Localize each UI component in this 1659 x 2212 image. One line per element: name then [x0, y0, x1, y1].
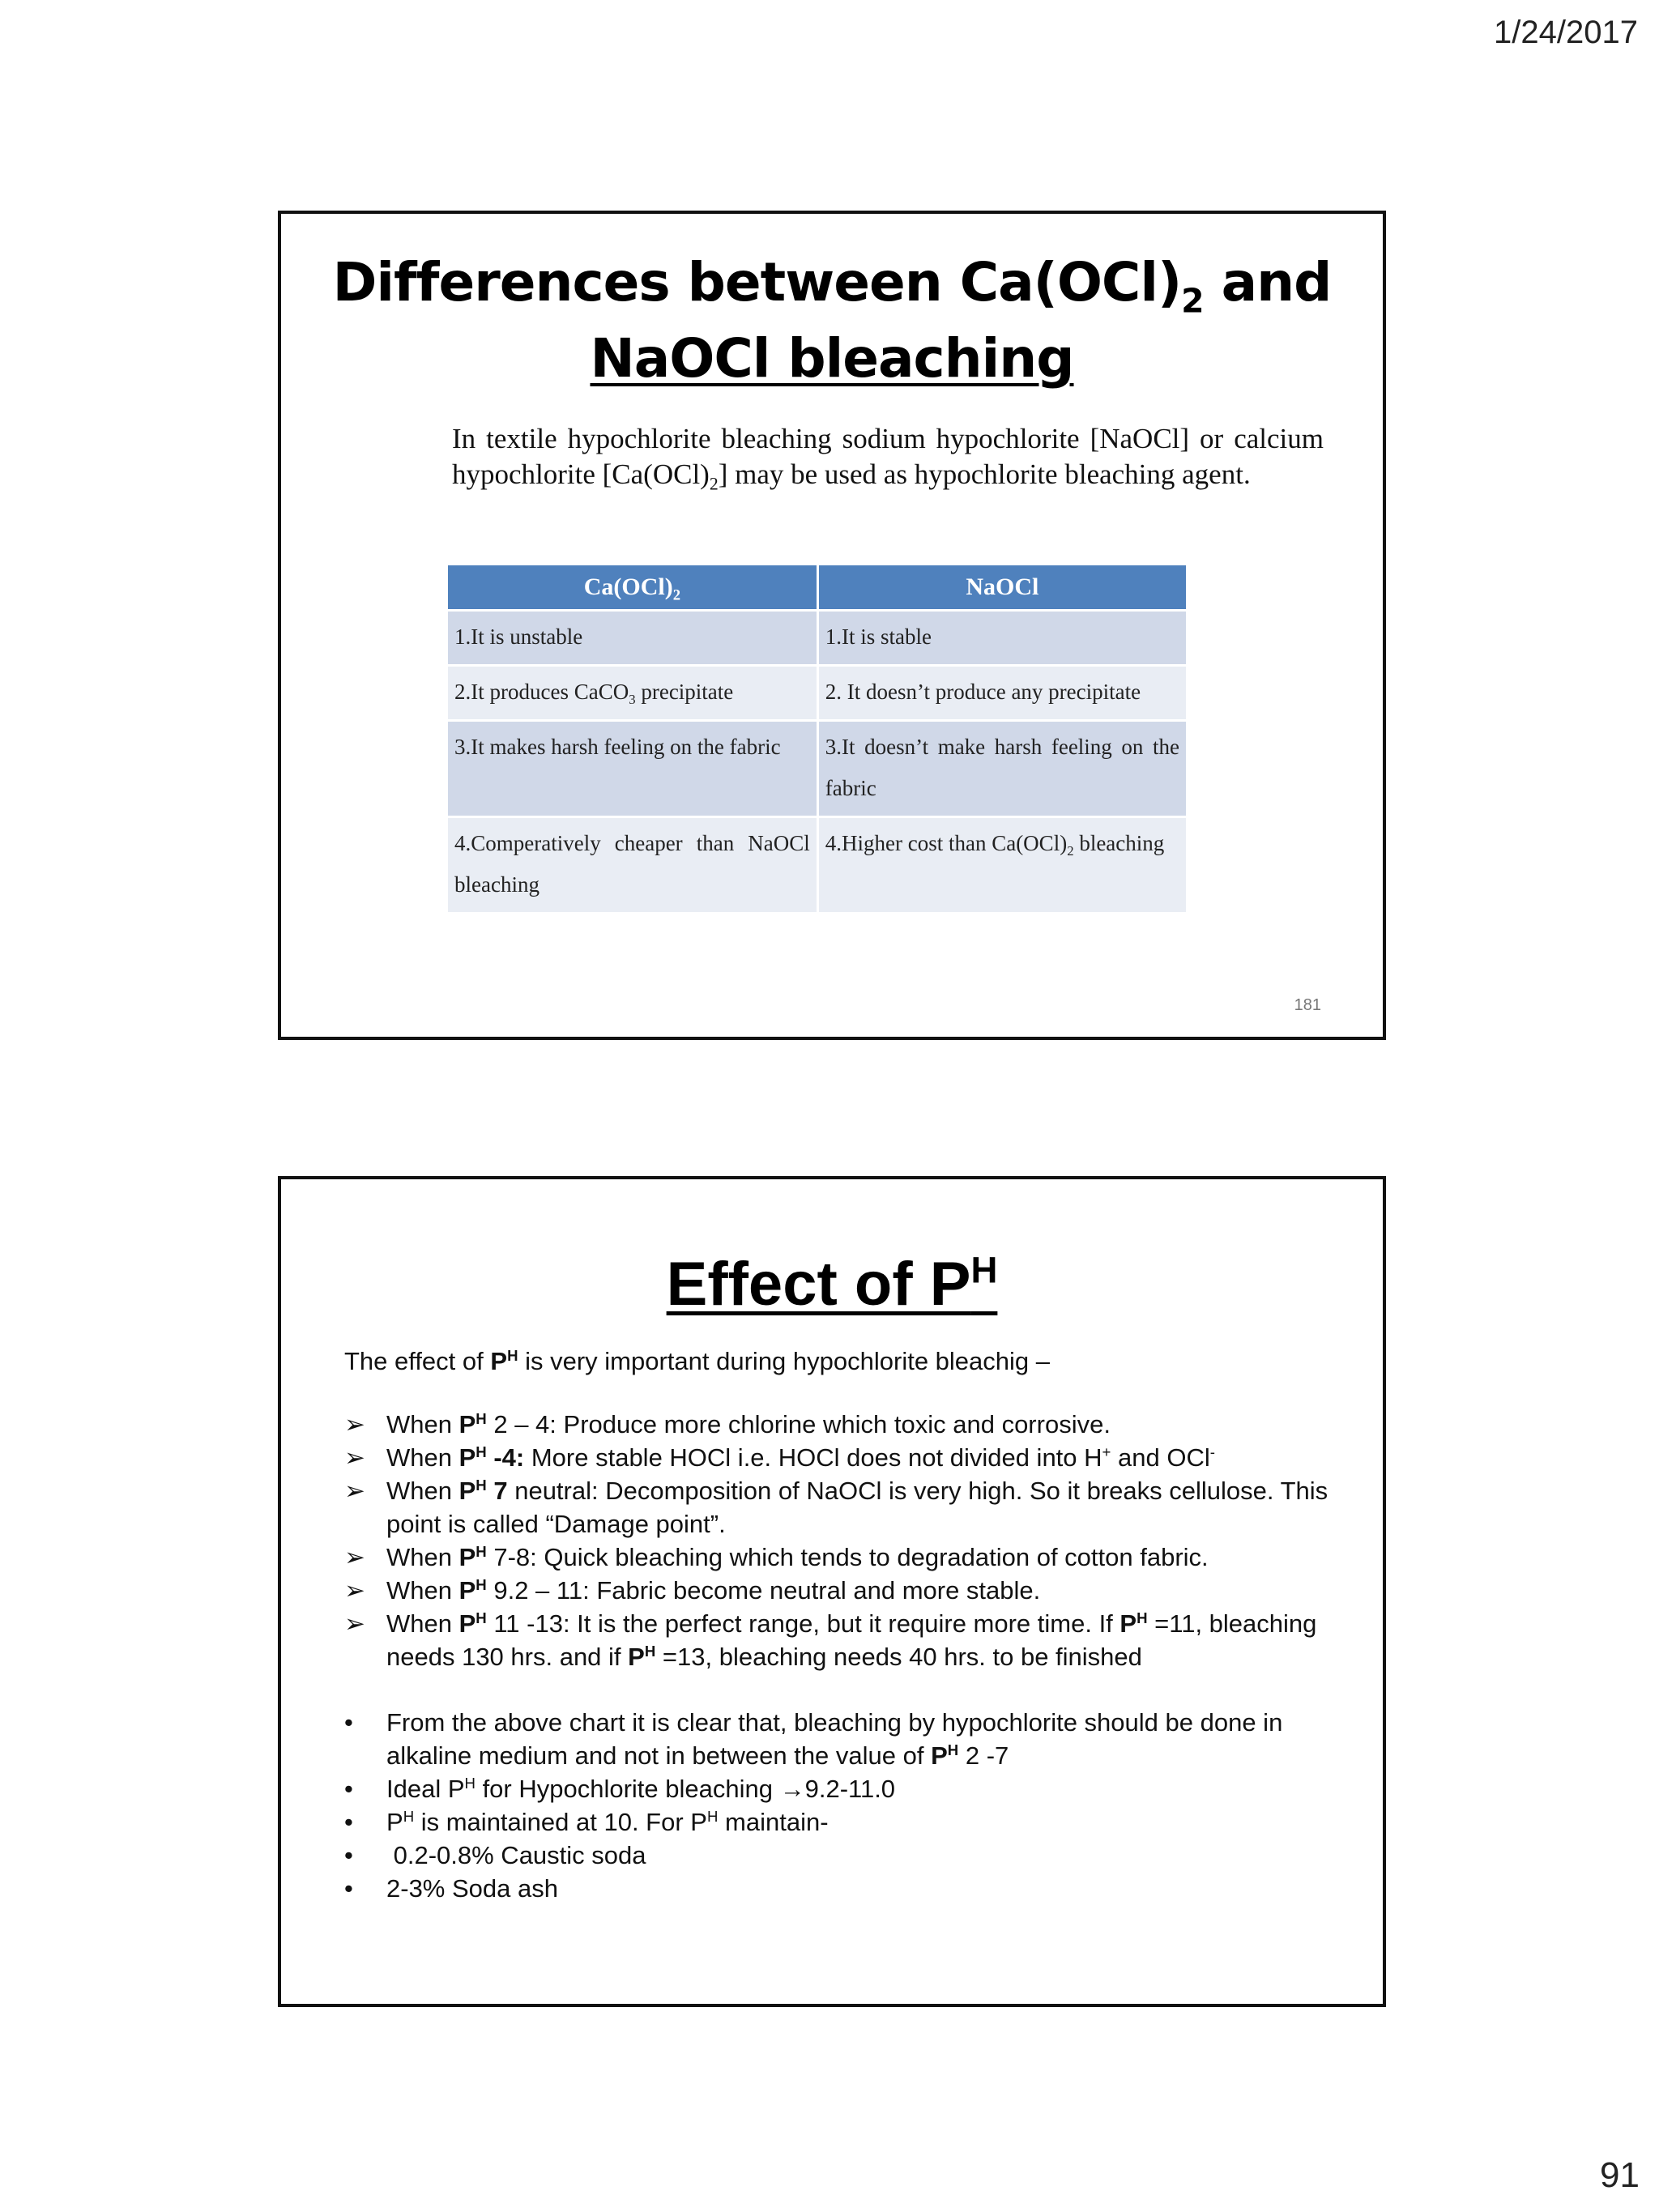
table-cell: 4.Comperatively cheaper than NaOCl bleaching	[448, 817, 817, 913]
bullet-dot-icon: •	[344, 1874, 353, 1903]
table-cell	[448, 666, 817, 721]
table-cell: 1.It is unstable	[448, 611, 817, 666]
arrow-bullet-icon: ➢	[344, 1609, 365, 1638]
ph-h: H	[476, 1476, 487, 1494]
item-text: 11 -13: It is the perfect range, but it require more time. If	[486, 1609, 1120, 1638]
intro-text: In textile hypochlorite bleaching sodium hypochlorite [NaOCl] or calcium hypochlorite [Ca(OCl)	[452, 423, 1324, 490]
item-text-end: 2 -7	[958, 1741, 1009, 1770]
ph-h: H	[476, 1609, 487, 1626]
list-item	[344, 1441, 1341, 1474]
ph-p: P	[628, 1643, 645, 1671]
slide-number: 181	[1294, 996, 1321, 1014]
item-text: is maintained at 10. For P	[414, 1808, 707, 1836]
item-text: When	[386, 1443, 459, 1472]
table-cell: 3.It makes harsh feeling on the fabric	[448, 721, 817, 817]
slide-title	[281, 245, 1383, 397]
item-text: When	[386, 1576, 459, 1605]
list-item	[344, 1474, 1341, 1541]
ph-h: H	[1137, 1609, 1148, 1626]
arrow-bullet-icon: ➢	[344, 1477, 365, 1505]
item-text: When	[386, 1477, 459, 1505]
item-text: =11, bleaching needs 130 hrs. and if	[386, 1609, 1317, 1671]
ph-h: H	[476, 1443, 487, 1460]
title-subscript: 2	[1181, 281, 1204, 321]
list-item	[344, 1574, 1341, 1607]
item-text: P	[386, 1808, 403, 1836]
header-subscript: 2	[672, 586, 681, 604]
item-text-end: for Hypochlorite bleaching →9.2-11.0	[475, 1775, 896, 1803]
ph-p: P	[458, 1576, 476, 1605]
list-item	[344, 1408, 1341, 1441]
superscript: +	[1102, 1443, 1111, 1460]
ph-p: P	[1120, 1609, 1137, 1638]
ph-p: P	[458, 1443, 476, 1472]
item-text: Ideal P	[386, 1775, 465, 1803]
item-text: More stable HOCl i.e. HOCl does not divided into H	[524, 1443, 1102, 1472]
ph-h: H	[476, 1542, 487, 1560]
ph-term	[459, 1443, 525, 1472]
ph-p: P	[931, 1741, 948, 1770]
conclusion-list	[344, 1706, 1341, 1905]
ph-p: P	[490, 1347, 508, 1375]
intro-text-end: ] may be used as hypochlorite bleaching agent.	[718, 458, 1251, 490]
slide-title	[281, 1244, 1383, 1325]
ph-p: P	[458, 1477, 476, 1505]
item-text-end: neutral: Decomposition of NaOCl is very high. So it breaks cellulose. This point is called “Damage point”.	[386, 1477, 1328, 1538]
ph-term	[1120, 1609, 1147, 1638]
list-item	[344, 1541, 1341, 1574]
page-date: 1/24/2017	[1494, 15, 1638, 50]
bullet-dot-icon: •	[344, 1808, 353, 1836]
intro-paragraph	[452, 421, 1324, 492]
intro-text-end: is very important during hypochlorite bleachig –	[518, 1347, 1051, 1375]
list-item	[344, 1872, 1341, 1905]
slide-181	[278, 211, 1386, 1040]
ph-term	[459, 1576, 487, 1605]
ph-term	[459, 1543, 487, 1571]
list-item	[344, 1772, 1341, 1805]
ph-h: H	[476, 1575, 487, 1593]
item-text-end: 7-8: Quick bleaching which tends to degradation of cotton fabric.	[486, 1543, 1209, 1571]
item-text-end: maintain-	[718, 1808, 829, 1836]
table-cell: 1.It is stable	[817, 611, 1187, 666]
table-row	[448, 721, 1188, 817]
title-text-end: and	[1203, 251, 1332, 313]
item-text-end: 9.2 – 11: Fabric become neutral and more stable.	[486, 1576, 1041, 1605]
header-text: Ca(OCl)	[583, 573, 673, 600]
table-cell: 3.It doesn’t make harsh feeling on the fabric	[817, 721, 1187, 817]
list-item	[344, 1839, 1341, 1872]
column-header-naocl: NaOCl	[817, 565, 1187, 611]
cell-text-end: precipitate	[635, 680, 734, 704]
ph-p: P	[458, 1543, 476, 1571]
ph-h: H	[947, 1741, 959, 1758]
title-text: Differences between Ca(OCl)	[332, 251, 1182, 313]
ph-p: P	[458, 1609, 476, 1638]
ph-term	[459, 1477, 508, 1505]
table-cell	[817, 817, 1187, 913]
item-text: When	[386, 1609, 459, 1638]
item-text: From the above chart it is clear that, bleaching by hypochlorite should be done in alkaline medium and not in between the value of	[386, 1708, 1283, 1770]
title-text: Effect of P	[666, 1250, 971, 1319]
arrow-bullet-icon: ➢	[344, 1443, 365, 1472]
page-number: 91	[1600, 2155, 1640, 2195]
item-text: 2-3% Soda ash	[386, 1874, 558, 1903]
comparison-table	[448, 565, 1188, 912]
list-item	[344, 1607, 1341, 1673]
bullet-dot-icon: •	[344, 1775, 353, 1803]
intro-line	[344, 1345, 1050, 1378]
ph-range-list	[344, 1408, 1341, 1673]
ph-term	[459, 1609, 487, 1638]
column-header-caocl2	[448, 565, 817, 611]
cell-subscript: 3	[629, 691, 636, 707]
title-line-2: NaOCl bleaching	[590, 327, 1074, 390]
ph-term	[628, 1643, 655, 1671]
arrow-bullet-icon: ➢	[344, 1410, 365, 1438]
ph-h: H	[644, 1642, 656, 1660]
item-text: When	[386, 1543, 459, 1571]
table-row	[448, 611, 1188, 666]
superscript: H	[464, 1774, 476, 1792]
superscript: H	[706, 1807, 719, 1825]
ph-term	[931, 1741, 958, 1770]
item-text: When	[386, 1410, 459, 1438]
slide-effect-of-ph	[278, 1176, 1386, 2007]
cell-text-end: bleaching	[1073, 831, 1165, 855]
ph-h: H	[476, 1409, 487, 1427]
table-header-row	[448, 565, 1188, 611]
ph-term	[490, 1347, 518, 1375]
table-row	[448, 817, 1188, 913]
arrow-bullet-icon: ➢	[344, 1576, 365, 1605]
ph-p: P	[458, 1410, 476, 1438]
ph-term	[459, 1410, 487, 1438]
item-text-end: =13, bleaching needs 40 hrs. to be finished	[655, 1643, 1142, 1671]
item-text: and OCl	[1111, 1443, 1210, 1472]
title-superscript: H	[970, 1249, 998, 1291]
bullet-dot-icon: •	[344, 1708, 353, 1737]
table-row	[448, 666, 1188, 721]
item-text: 0.2-0.8% Caustic soda	[386, 1841, 646, 1869]
ph-value: 7	[486, 1477, 508, 1505]
ph-value: -4:	[486, 1443, 525, 1472]
superscript: H	[403, 1807, 415, 1825]
title-line-1	[281, 245, 1383, 321]
ph-h: H	[507, 1346, 518, 1364]
table-cell: 2. It doesn’t produce any precipitate	[817, 666, 1187, 721]
arrow-bullet-icon: ➢	[344, 1543, 365, 1571]
superscript: -	[1209, 1443, 1215, 1460]
list-item	[344, 1706, 1341, 1772]
cell-subscript: 2	[1067, 842, 1074, 859]
item-text-end: 2 – 4: Produce more chlorine which toxic and corrosive.	[486, 1410, 1111, 1438]
cell-text: 2.It produces CaCO	[454, 680, 629, 704]
intro-text: The effect of	[344, 1347, 491, 1375]
cell-text: 4.Higher cost than Ca(OCl)	[825, 831, 1068, 855]
intro-subscript: 2	[709, 474, 719, 494]
bullet-dot-icon: •	[344, 1841, 353, 1869]
list-item	[344, 1805, 1341, 1839]
